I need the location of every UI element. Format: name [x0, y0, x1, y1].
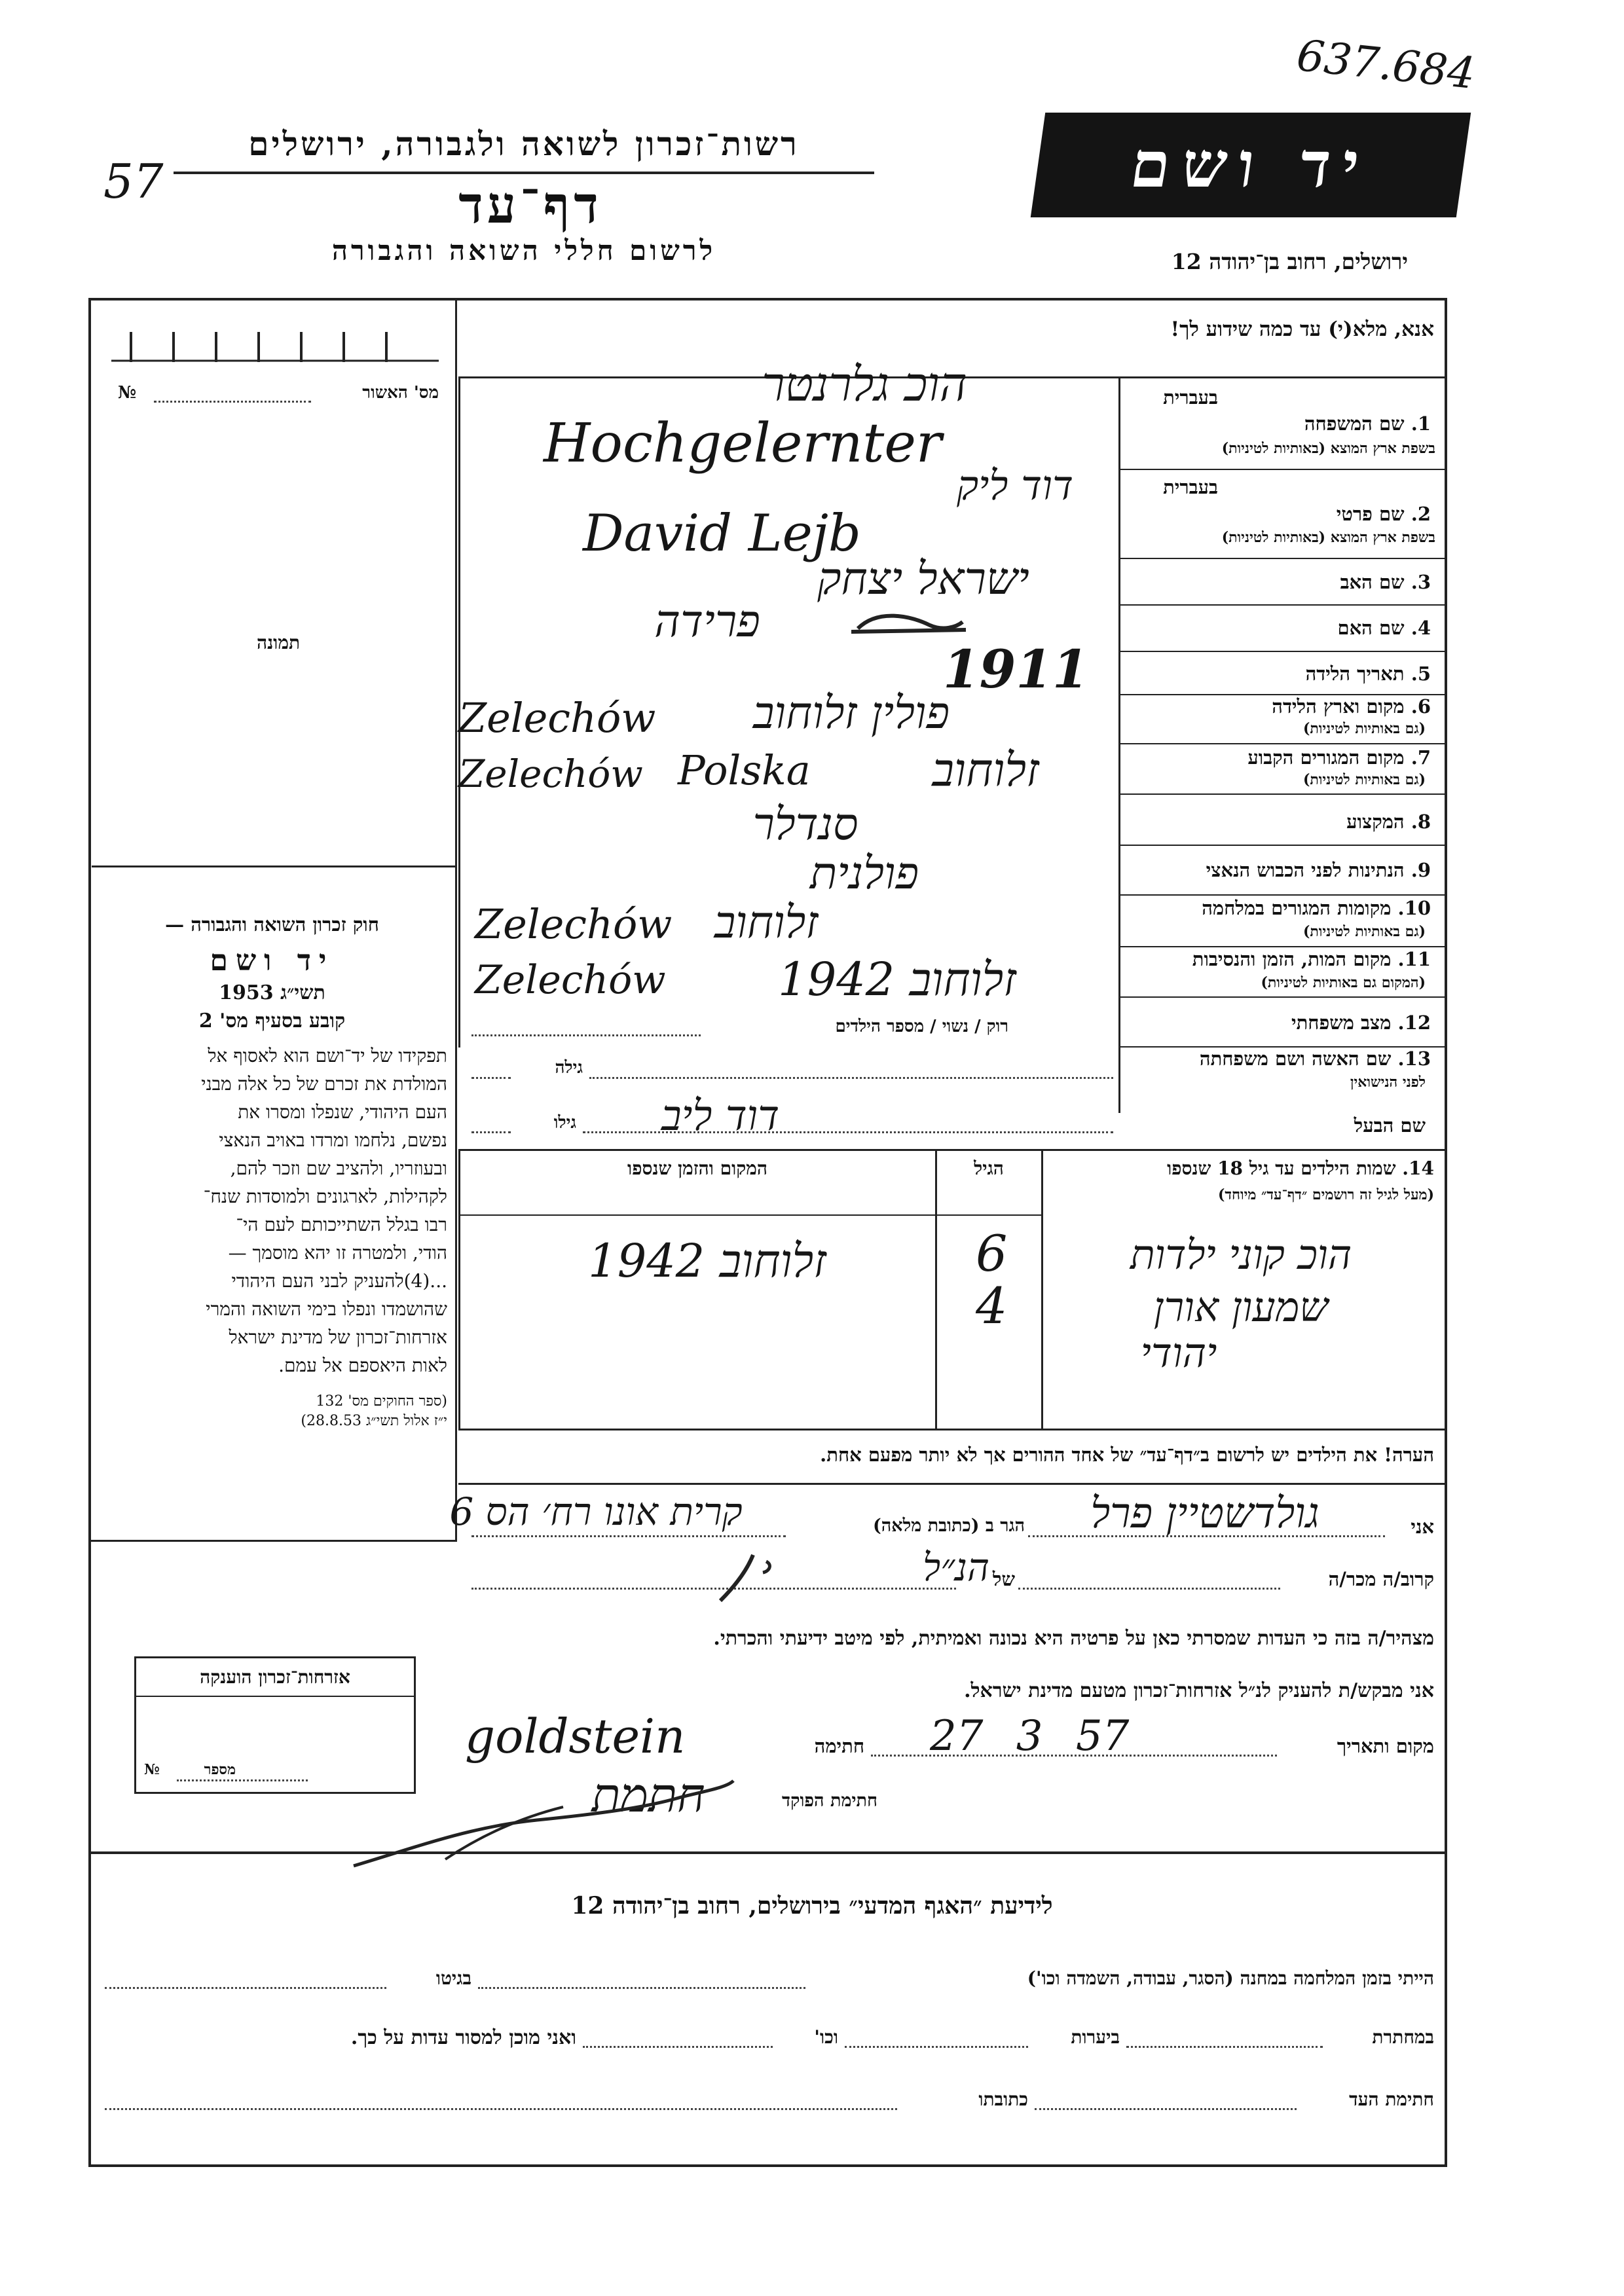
- relation-entry: הנ״ל: [922, 1545, 989, 1590]
- law-line: ובעוזריו, ולהציב שם וזכר להם,: [230, 1157, 447, 1179]
- citizenship-box-rule: [134, 1696, 416, 1697]
- birthplace-latin: Zelechów: [458, 694, 656, 742]
- field-13-label: [1121, 1048, 1431, 1070]
- field-9-text: הנתינות לפני הכבוש הנאצי: [1206, 859, 1405, 881]
- surname-latin: Hochgelernter: [544, 412, 942, 475]
- field-3-num: 3.: [1411, 571, 1431, 593]
- archive-number: 637.684: [1294, 29, 1478, 100]
- husband-entry: דוד ליב: [661, 1092, 780, 1140]
- label-relative: קרוב/ה מכר/ה: [1328, 1568, 1434, 1590]
- field-3-label: [1126, 571, 1431, 594]
- declaration-date: 27 3 57: [930, 1712, 1130, 1760]
- label-officer: חתימת הפוקד: [782, 1791, 877, 1811]
- wartime-latin: Zelechów: [475, 900, 673, 948]
- child-1-name: הוכ קוני ילדות: [1130, 1231, 1352, 1279]
- row-rule: [1118, 946, 1447, 947]
- field-13-num: 13.: [1397, 1048, 1431, 1070]
- request-text: אני מבקש/ת להעניק לנ״ל אזרחות־זכרון מטעם מדינת ישראל.: [964, 1679, 1434, 1702]
- law-heading: חוק זכרון השואה והגבורה —: [165, 913, 379, 936]
- nationality: פולנית: [809, 848, 919, 900]
- law-line: לקהילות, לארגונים ולמוסדות שנח־: [203, 1186, 447, 1207]
- citizenship-number-label: מספר: [204, 1761, 236, 1778]
- children-col-age: הגיל: [974, 1157, 1004, 1179]
- label-column-left-border: [1118, 376, 1120, 1113]
- children-col-divider: [1041, 1149, 1043, 1430]
- wife-name-field[interactable]: [589, 1077, 1113, 1079]
- residence-country: Polska: [678, 746, 811, 794]
- law-line: אזרחות־זכרון של מדינת ישראל: [229, 1326, 447, 1348]
- logo-text: יד ושם: [1126, 128, 1376, 202]
- field-7-sub: (גם באותיות לטיניות): [1302, 771, 1426, 788]
- officer-signature: חתמת: [591, 1768, 705, 1823]
- field-8-label: [1126, 811, 1431, 833]
- field-10-sub: (גם באותיות לטיניות): [1302, 923, 1426, 940]
- law-body: [97, 1042, 447, 1379]
- witness-address-field[interactable]: [105, 2108, 897, 2110]
- field-11-text: מקום המות, הזמן והנסיבות: [1192, 948, 1392, 970]
- form-subtitle: לרשום חללי השואה והגבורה: [331, 234, 716, 266]
- field-10-num: 10.: [1397, 897, 1431, 919]
- bottom-etc-field[interactable]: [583, 2046, 773, 2048]
- institution-underline: [174, 172, 874, 174]
- yad-vashem-logo: [1031, 113, 1471, 217]
- law-section: קובע בסעיף מס' 2: [198, 1010, 346, 1032]
- bottom-line2-d: ואני מוכן למסור עדות על כך.: [350, 2026, 576, 2049]
- law-line: תפקידו של יד־ושם הוא לאסוף אל: [208, 1045, 447, 1066]
- surname-hebrew: הוכ גלרנטר: [762, 357, 967, 412]
- field-2-sub: בשפת ארץ המוצא (באותיות לטיניות): [1221, 529, 1435, 546]
- row-rule: [1118, 845, 1447, 846]
- field-5-text: תאריך הלידה: [1305, 663, 1405, 685]
- field-9-num: 9.: [1411, 859, 1431, 881]
- law-footnote-date: י״ז אלול תשי״ג 28.8.53): [301, 1413, 447, 1429]
- field-2-label: [1218, 503, 1431, 526]
- field-1-sub: בשפת ארץ המוצא (באותיות לטיניות): [1221, 440, 1435, 457]
- intro-text: אנא, מלא(י) עד כמה שידוע לך!: [1170, 318, 1434, 341]
- field-9-label: [1121, 859, 1431, 882]
- field-1-tag: בעברית: [1163, 386, 1218, 409]
- declarant-address-field[interactable]: [471, 1535, 786, 1537]
- declaration-text: מצהיר/ה בזה כי העדות שמסרתי כאן על פרטיה היא נכונה ואמיתית, לפי מיטב ידיעתי והכרתי.: [713, 1627, 1434, 1650]
- citizenship-no-sign: №: [144, 1761, 160, 1778]
- row-rule: [1118, 996, 1447, 998]
- address: ירושלים, רחוב בן־יהודה 12: [1171, 249, 1408, 274]
- tick-marks: [111, 331, 439, 363]
- field-6-text: מקום וארץ הלידה: [1272, 695, 1405, 718]
- field-13-sub: לפני הנישואין: [1350, 1074, 1426, 1091]
- law-line: לאות היאספם אל עמם.: [278, 1355, 447, 1376]
- label-ani: אני: [1411, 1516, 1434, 1538]
- father-name: ישראל יצחק: [817, 553, 1029, 605]
- certificate-label: מס' האשור: [362, 383, 439, 403]
- row-rule: [1118, 558, 1447, 559]
- bottom-forest-field[interactable]: [845, 2046, 1028, 2048]
- bottom-ghetto-field[interactable]: [105, 1987, 386, 1989]
- row-rule: [1118, 651, 1447, 652]
- law-line: נפשם, נלחמו ומרדו באויב הנאצי: [219, 1129, 447, 1151]
- residence-latin: Zelechów: [458, 752, 643, 796]
- field-2-tag: בעברית: [1163, 476, 1218, 498]
- child-1-place: זלוחוב 1942: [588, 1234, 826, 1288]
- husband-age-label: גילו: [553, 1113, 576, 1133]
- field-5-label: [1126, 663, 1431, 685]
- bottom-line3-a: חתימת העד: [1349, 2088, 1434, 2110]
- bottom-line1-a: הייתי בזמן המלחמה במחנה (הסגר, עבודה, השמדה וכו'): [1027, 1967, 1434, 1989]
- child-3-name: יהודי: [1140, 1329, 1217, 1377]
- field-8-text: המקצוע: [1346, 811, 1405, 833]
- bottom-heading: לידיעת ״האגף המדעי״ בירושלים, רחוב בן־יהודה 12: [571, 1892, 1053, 1920]
- law-box: [97, 913, 447, 1429]
- field-4-text: שם האם: [1337, 617, 1405, 639]
- husband-age-field[interactable]: [471, 1131, 511, 1133]
- children-col-place: המקום והזמן שנספו: [627, 1157, 767, 1179]
- field-11-label: [1121, 948, 1431, 971]
- note-rule: [458, 1483, 1447, 1485]
- field-10-text: מקומות המגורים במלחמה: [1202, 897, 1392, 919]
- bottom-line1-b: בגיטו: [435, 1967, 471, 1989]
- row-rule: [1118, 469, 1447, 470]
- label-signature: חתימה: [814, 1735, 864, 1757]
- bottom-line2-c: וכו': [814, 2026, 838, 2048]
- mother-name: פרידה: [654, 596, 760, 647]
- bottom-line2-a: במחתרת: [1372, 2026, 1434, 2048]
- birthplace-hebrew: פולין זלוחוב: [752, 687, 950, 739]
- label-of: של: [992, 1568, 1015, 1590]
- marital-options: רוק / נשוי / מספר הילדים: [835, 1017, 1008, 1036]
- certificate-no-sign: №: [118, 383, 137, 403]
- husband-label: שם הבעל: [1354, 1114, 1426, 1137]
- field-6-label: [1126, 695, 1431, 718]
- child-1-age: 6: [976, 1224, 1008, 1283]
- institution-name: רשות־זכרון לשואה ולגבורה, ירושלים: [248, 124, 800, 163]
- left-photo-bottom: [92, 866, 455, 867]
- children-heading: 14. שמות הילדים עד גיל 18 שנספו: [1167, 1157, 1434, 1179]
- relation-strike: [707, 1552, 786, 1604]
- children-header-rule: [935, 1214, 1043, 1216]
- given-latin: David Lejb: [583, 504, 861, 563]
- given-hebrew: דוד ליק: [956, 462, 1073, 509]
- field-6-sub: (גם באותיות לטיניות): [1302, 720, 1426, 737]
- citizenship-box-title: אזרחות־זכרון הוענקה: [200, 1666, 350, 1688]
- label-place-date: מקום ותאריך: [1337, 1735, 1434, 1757]
- field-5-num: 5.: [1411, 663, 1431, 685]
- law-year: תשי״ג 1953: [219, 981, 325, 1004]
- bottom-camp-field[interactable]: [478, 1987, 805, 1989]
- wife-age-label: גילה: [555, 1058, 583, 1078]
- law-line: המולדת את זכרם של כל אלה מבני: [201, 1073, 447, 1095]
- children-header-rule: [458, 1214, 936, 1216]
- label-address: הגר ב (כתובת מלאה): [872, 1516, 1025, 1536]
- child-2-name: שמעון אורן: [1153, 1283, 1329, 1331]
- field-8-num: 8.: [1411, 811, 1431, 833]
- children-note: הערה! את הילדים יש לרשום ב״דף־עד״ של אחד ההורים אך לא יותר מפעם אחת.: [820, 1444, 1434, 1466]
- field-4-num: 4.: [1411, 617, 1431, 639]
- law-line: ...(4)להעניק לבני העם היהודי: [231, 1270, 447, 1292]
- margin-number: 57: [103, 154, 164, 209]
- form-title: דף־עד: [458, 175, 602, 235]
- field-12-text: מצב משפחתי: [1291, 1011, 1392, 1034]
- law-name: יד ושם: [210, 944, 335, 977]
- field-2-num: 2.: [1411, 503, 1431, 525]
- field-1-label: [1218, 412, 1431, 435]
- field-4-label: [1126, 617, 1431, 640]
- field-12-label: [1121, 1011, 1431, 1034]
- law-footnote: (ספר החוקים מס' 132: [316, 1393, 447, 1410]
- wartime-hebrew: זלוחוב: [714, 897, 819, 949]
- field-12-num: 12.: [1397, 1011, 1431, 1034]
- residence-hebrew: זלוחוב: [932, 743, 1039, 797]
- row-rule: [1118, 604, 1447, 606]
- law-line: שהושמדו ונפלו בימי השואה והמרי: [206, 1298, 447, 1320]
- death-latin: Zelechów: [475, 957, 666, 1003]
- occupation: סנדלר: [752, 799, 858, 850]
- field-7-label: [1126, 746, 1431, 769]
- field-11-num: 11.: [1397, 948, 1431, 970]
- marital-field[interactable]: [471, 1034, 701, 1036]
- certificate-field[interactable]: [154, 401, 311, 403]
- field-7-num: 7.: [1411, 746, 1431, 769]
- field-7-text: מקום המגורים הקבוע: [1247, 746, 1405, 769]
- field-10-label: [1121, 897, 1431, 920]
- field-1-num: 1.: [1411, 412, 1431, 435]
- field-13-text: שם האשה ושם משפחתה: [1199, 1048, 1392, 1070]
- row-rule: [1118, 894, 1447, 896]
- declarant-name: גולדשטיין פרל: [1090, 1489, 1320, 1538]
- death-hebrew: זלוחוב 1942: [778, 953, 1016, 1006]
- citizenship-number-field[interactable]: [177, 1779, 308, 1781]
- birth-year: 1911: [943, 638, 1089, 700]
- bottom-line2-b: ביערות: [1071, 2026, 1120, 2048]
- field-1-text: שם המשפחה: [1304, 412, 1405, 435]
- field-11-sub: (המקום גם באותיות לטיניות): [1261, 974, 1426, 991]
- child-2-age: 4: [976, 1277, 1008, 1335]
- law-line: הודי, ולמטרה זו יהא מוסמך —: [228, 1242, 447, 1264]
- relation-field[interactable]: [1018, 1588, 1280, 1590]
- row-rule: [1118, 743, 1447, 744]
- witness-signature-field[interactable]: [1035, 2108, 1297, 2110]
- photo-label: תמונה: [256, 632, 301, 653]
- law-line: העם היהודי, שנפלו ומסרו את: [238, 1101, 447, 1123]
- declarant-signature: goldstein: [465, 1709, 686, 1764]
- law-line: רבו בגלל השתייכותם לעם הי־: [236, 1214, 447, 1235]
- bottom-underground-field[interactable]: [1126, 2046, 1323, 2048]
- field-3-text: שם האב: [1340, 571, 1405, 593]
- declarant-address: קרית אונו רח׳ הס 6: [449, 1489, 743, 1534]
- field-2-text: שם פרטי: [1336, 503, 1405, 525]
- row-rule: [1118, 793, 1447, 795]
- children-heading-sub: (מעל לגיל זה רושמים ״דף־עד״ מיוחד): [1217, 1186, 1434, 1203]
- wife-age-field[interactable]: [471, 1077, 511, 1079]
- field-6-num: 6.: [1411, 695, 1431, 718]
- bottom-line3-b: כתובתו: [978, 2088, 1028, 2110]
- children-col-divider: [935, 1149, 937, 1430]
